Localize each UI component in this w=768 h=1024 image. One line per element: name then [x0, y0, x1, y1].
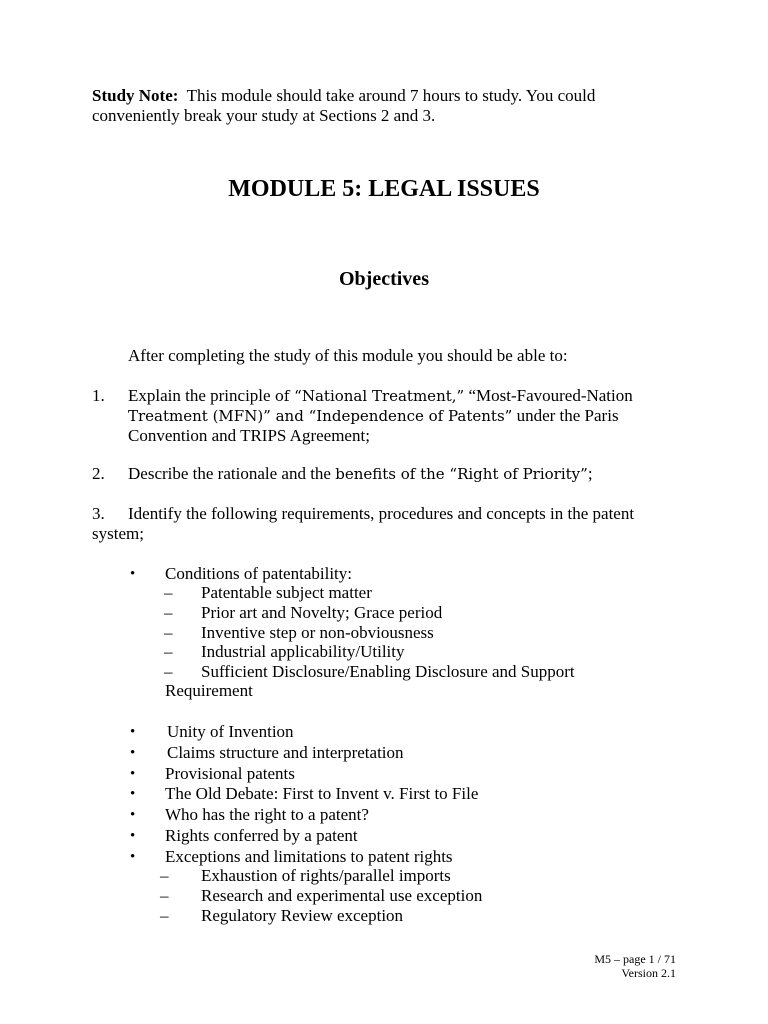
- exception-item: Regulatory Review exception: [201, 906, 404, 925]
- dash-icon: –: [164, 583, 173, 602]
- objective-2-number: 2.: [92, 464, 105, 483]
- study-note-line2: conveniently break your study at Sections 2 and 3.: [92, 106, 436, 125]
- bullet-icon: •: [130, 807, 136, 823]
- dash-icon: –: [160, 886, 169, 905]
- objective-2: [128, 464, 593, 484]
- objective-1-text-c: under the Paris: [512, 406, 619, 425]
- objective-1: [128, 386, 633, 446]
- objectives-intro: After completing the study of this module you should be able to:: [128, 346, 568, 365]
- conditions-heading: Conditions of patentability:: [165, 564, 352, 583]
- condition-item-continuation: Requirement: [165, 681, 253, 700]
- dash-icon: –: [164, 603, 173, 622]
- list-item: Claims structure and interpretation: [167, 743, 404, 762]
- bullet-icon: •: [130, 786, 136, 802]
- dash-icon: –: [164, 623, 173, 642]
- condition-item: Industrial applicability/Utility: [201, 642, 405, 661]
- bullet-icon: •: [130, 745, 136, 761]
- bullet-icon: •: [130, 766, 136, 782]
- condition-item: Prior art and Novelty; Grace period: [201, 603, 443, 622]
- objective-2-emph: benefits of the “Right of Priority”: [335, 465, 588, 483]
- list-item: Provisional patents: [165, 764, 295, 783]
- objective-1-text-b: “Most-Favoured-Nation: [464, 386, 633, 405]
- objective-3-line1: Identify the following requirements, procedures and concepts in the patent: [128, 504, 635, 523]
- study-note-line1: This module should take around 7 hours to study. You could: [186, 86, 596, 105]
- bullet-icon: •: [130, 724, 136, 740]
- bullet-icon: •: [130, 849, 136, 865]
- page-footer: [594, 952, 676, 980]
- list-item: Who has the right to a patent?: [165, 805, 369, 824]
- objective-1-number: 1.: [92, 386, 105, 405]
- list-item: The Old Debate: First to Invent v. First to File: [165, 784, 479, 803]
- exception-item: Research and experimental use exception: [201, 886, 483, 905]
- objective-1-emph-b: Treatment (MFN)” and “Independence of Patents”: [128, 407, 513, 425]
- module-title: MODULE 5: LEGAL ISSUES: [228, 176, 540, 202]
- condition-item: Patentable subject matter: [201, 583, 372, 602]
- condition-item: Inventive step or non-obviousness: [201, 623, 434, 642]
- objective-1-emph-a: of “National Treatment,”: [274, 387, 465, 405]
- version-label: Version 2.1: [621, 966, 676, 980]
- list-item: Unity of Invention: [167, 722, 294, 741]
- objective-3-line2: system;: [92, 524, 144, 543]
- objectives-heading: Objectives: [339, 268, 429, 290]
- list-item: Rights conferred by a patent: [165, 826, 358, 845]
- dash-icon: –: [160, 866, 169, 885]
- dash-icon: –: [164, 662, 173, 681]
- study-note-label: Study Note:: [92, 86, 179, 105]
- page-number: M5 – page 1 / 71: [594, 952, 676, 966]
- study-note: [92, 86, 595, 126]
- objective-1-text-a: Explain the principle: [128, 386, 275, 405]
- exception-item: Exhaustion of rights/parallel imports: [201, 866, 451, 885]
- objective-2-text-b: ;: [587, 464, 593, 483]
- dash-icon: –: [160, 906, 169, 925]
- objective-1-text-d: Convention and TRIPS Agreement;: [128, 426, 370, 445]
- bullet-icon: •: [130, 828, 136, 844]
- bullet-icon: •: [130, 566, 136, 582]
- objective-3-number: 3.: [92, 504, 105, 523]
- dash-icon: –: [164, 642, 173, 661]
- list-item: Exceptions and limitations to patent rights: [165, 847, 453, 866]
- condition-item: Sufficient Disclosure/Enabling Disclosure and Support: [201, 662, 575, 681]
- objective-2-text-a: Describe the rationale and the: [128, 464, 336, 483]
